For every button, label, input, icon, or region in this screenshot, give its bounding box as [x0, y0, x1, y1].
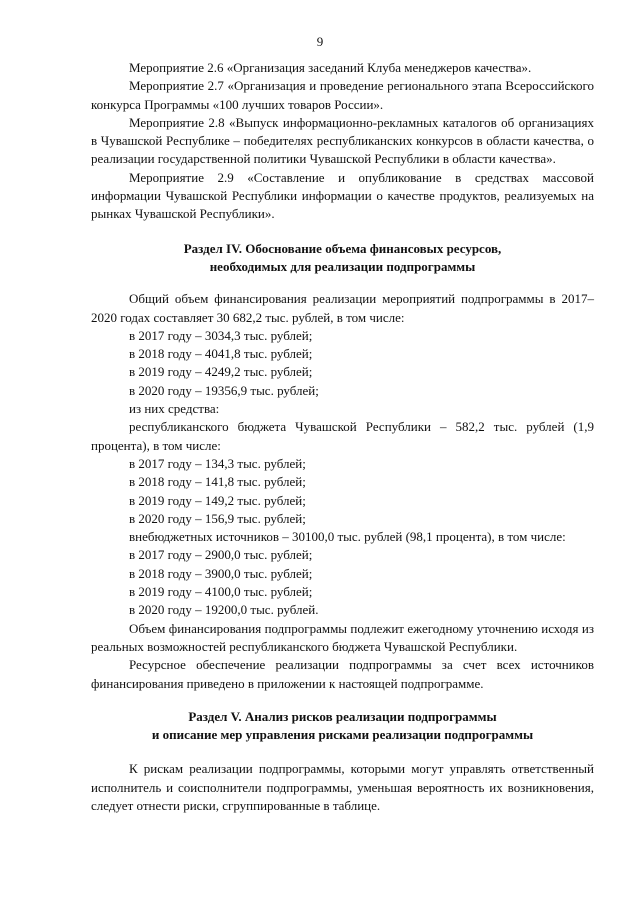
- extra-budget-intro: внебюджетных источников – 30100,0 тыс. рублей (98,1 процента), в том числе:: [129, 529, 566, 545]
- republic-budget-2019: в 2019 году – 149,2 тыс. рублей;: [129, 492, 306, 508]
- republic-budget-intro: республиканского бюджета Чувашской Республики – 582,2 тыс. рублей (1,9 процента), в том числе:: [91, 419, 594, 453]
- republic-budget-2017: в 2017 году – 134,3 тыс. рублей;: [129, 455, 306, 471]
- section-5-heading-line-2: и описание мер управления рисками реализации подпрограммы: [151, 727, 534, 743]
- total-2020: в 2020 году – 19356,9 тыс. рублей;: [129, 382, 319, 398]
- extra-budget-2018: в 2018 году – 3900,0 тыс. рублей;: [129, 565, 313, 581]
- measure-2-8: Мероприятие 2.8 «Выпуск информационно-рекламных каталогов об организациях в Чувашской Республике – победителях республиканских конкурсов в области качества, о реализации государственной политики Чувашской Республики в области качества».: [91, 114, 594, 167]
- appendix-note: Ресурсное обеспечение реализации подпрограммы за счет всех источников финансирования приведено в приложении к настоящей подпрограмме.: [91, 657, 594, 691]
- total-financing-intro: Общий объем финансирования реализации мероприятий подпрограммы в 2017–2020 годах составляет 30 682,2 тыс. рублей, в том числе:: [91, 291, 594, 325]
- section-5-heading-line-1: Раздел V. Анализ рисков реализации подпрограммы: [188, 708, 497, 724]
- of-which-label: из них средства:: [129, 401, 220, 417]
- extra-budget-2019: в 2019 году – 4100,0 тыс. рублей;: [129, 584, 313, 600]
- extra-budget-2020: в 2020 году – 19200,0 тыс. рублей.: [129, 602, 319, 618]
- republic-budget-2020: в 2020 году – 156,9 тыс. рублей;: [129, 510, 306, 526]
- risks-intro: К рискам реализации подпрограммы, которыми могут управлять ответственный исполнитель и соисполнители подпрограммы, уменьшая вероятность их возникновения, следует отнести риски, сгруппированные в таблице.: [91, 761, 594, 813]
- spacer: [91, 224, 594, 240]
- republic-budget-2018: в 2018 году – 141,8 тыс. рублей;: [129, 474, 306, 490]
- total-2019: в 2019 году – 4249,2 тыс. рублей;: [129, 364, 313, 380]
- section-4-heading-line-1: Раздел IV. Обоснование объема финансовых ресурсов,: [183, 240, 502, 256]
- refinement-note: Объем финансирования подпрограммы подлежит ежегодному уточнению исходя из реальных возможностей республиканского бюджета Чувашской Республики.: [91, 620, 594, 654]
- total-2017: в 2017 году – 3034,3 тыс. рублей;: [129, 327, 313, 343]
- page-number: 9: [316, 34, 324, 49]
- spacer: [91, 693, 594, 708]
- extra-budget-2017: в 2017 году – 2900,0 тыс. рублей;: [129, 547, 313, 563]
- measure-2-6: Мероприятие 2.6 «Организация заседаний Клуба менеджеров качества».: [129, 60, 532, 75]
- measure-2-9: Мероприятие 2.9 «Составление и опубликование в средствах массовой информации Чувашской Республики информации о качестве продуктов, реализуемых на рынках Чувашской Республики».: [91, 169, 594, 222]
- measure-2-7: Мероприятие 2.7 «Организация и проведение регионального этапа Всероссийского конкурса Программы «100 лучших товаров России».: [91, 78, 594, 112]
- spacer: [91, 276, 594, 290]
- spacer: [91, 744, 594, 760]
- total-2018: в 2018 году – 4041,8 тыс. рублей;: [129, 346, 313, 362]
- section-4-heading-line-2: необходимых для реализации подпрограммы: [209, 258, 476, 274]
- document-body: [91, 59, 594, 815]
